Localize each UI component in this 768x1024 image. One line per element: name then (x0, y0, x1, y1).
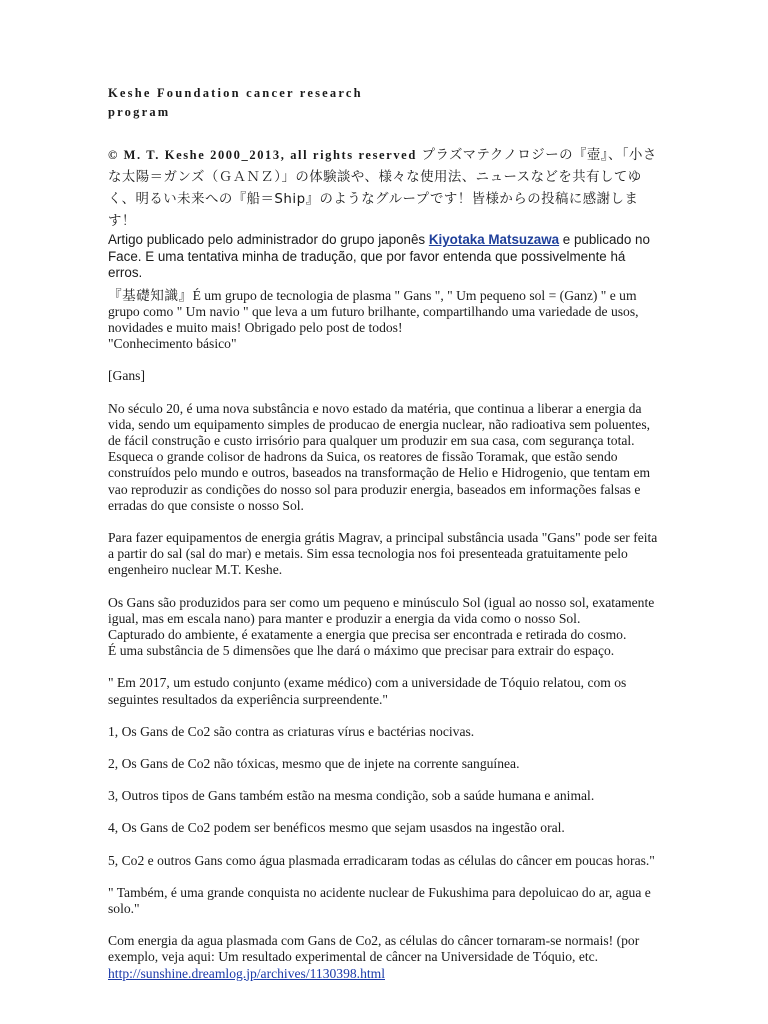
copyright-notice: © M. T. Keshe 2000_2013, all rights reserved (108, 148, 417, 162)
document-title (108, 84, 660, 122)
study-2017-paragraph: " Em 2017, um estudo conjunto (exame médico) com a universidade de Tóquio relatou, com os seguintes resultados da experiência surpreendente." (108, 675, 627, 707)
plasma-water-paragraph (108, 933, 660, 982)
article-note (108, 232, 660, 282)
list-item-4: 4, Os Gans de Co2 podem ser benéficos mesmo que sejam usasdos na ingestão oral. (108, 820, 565, 836)
author-link[interactable]: Kiyotaka Matsuzawa (428, 232, 560, 247)
fukushima-paragraph: " Também, é uma grande conquista no acidente nuclear de Fukushima para depoluicao do ar, agua e solo." (108, 884, 651, 916)
list-item-5: 5, Co2 e outros Gans como água plasmada erradicaram todas as células do câncer em poucas horas." (108, 852, 655, 868)
basic-knowledge-paragraph (108, 288, 660, 337)
plasma-water-text: Com energia da agua plasmada com Gans de Co2, as células do câncer tornaram-se normais! (por exemplo, veja aqui: Um resultado experimental de câncer na Universidade de Tóquio, etc. (108, 933, 640, 965)
list-item-2: 2, Os Gans de Co2 não tóxicas, mesmo que de injete na corrente sanguínea. (108, 755, 520, 771)
title-line-2: program (108, 105, 171, 119)
list-item-3: 3, Outros tipos de Gans também estão na mesma condição, sob a saúde humana e animal. (108, 788, 595, 804)
japanese-intro: プラズマテクノロジーの『壺』、「小さな太陽＝ガンズ（ＧＡＮＺ）」の体験談や、様々な使用法、ニュースなどを共有してゆく、明るい未来への『船＝Ship』のようなグループです！皆様からの投稿に感謝します！ (108, 148, 657, 229)
conhecimento-label: "Conhecimento básico" (108, 336, 237, 352)
magrav-paragraph: Para fazer equipamentos de energia grátis Magrav, a principal substância usada "Gans" pode ser feita a partir do sal (sal do mar) e metais. Sim essa tecnologia nos foi presenteada gratuitamente pelo engenheiro nuclear M.T. Keshe. (108, 529, 658, 578)
seculo-paragraph: No século 20, é uma nova substância e novo estado da matéria, que continua a liberar a energia da vida, sendo um equipamento simples de producao de energia nuclear, não radioativa sem poluentes, de fácil construção e custo irrisório para qualquer um produzir em sua casa, com segurança total. Esqueca o grande colisor de hadrons da Suica, os reatores de fissão Toramak, que estão sendo construídos pelo mundo e outros, baseados na transformação de Helio e Hidrogenio, que tentam em vao reproduzir as condições do nosso sol para produzir energia, baseados em informações falsas e erradas do que consiste o nosso Sol. (108, 400, 651, 513)
title-line-1: Keshe Foundation cancer research (108, 86, 363, 100)
copyright-paragraph (108, 144, 660, 232)
gans-heading: [Gans] (108, 368, 145, 384)
os-gans-line-1: Os Gans são produzidos para ser como um pequeno e minúsculo Sol (igual ao nosso sol, exatamente igual, mas em escala nano) para manter e produzir a energia da vida como o nosso Sol. (108, 594, 655, 626)
article-note-pre: Artigo publicado pelo administrador do grupo japonês (108, 232, 429, 247)
kiso-heading: 『基礎知識』 (108, 287, 193, 304)
article-note-post: e publicado no Face. E uma tentativa minha de tradução, que por favor entenda que possivelmente há erros. (108, 232, 650, 280)
kiso-text: É um grupo de tecnologia de plasma " Gans ", " Um pequeno sol = (Ganz) " e um grupo como " Um navio " que leva a um futuro brilhante, compartilhando uma variedade de usos, novidades e muito mais! Obrigado pelo post de todos! (108, 287, 639, 335)
list-item-1: 1, Os Gans de Co2 são contra as criaturas vírus e bactérias nocivas. (108, 723, 475, 739)
reference-url-link[interactable]: http://sunshine.dreamlog.jp/archives/1130398.html (108, 965, 385, 981)
os-gans-line-2: Capturado do ambiente, é exatamente a energia que precisa ser encontrada e retirada do cosmo. (108, 626, 627, 642)
os-gans-line-3: É uma substância de 5 dimensões que lhe dará o máximo que precisar para extrair do espaço. (108, 643, 615, 659)
